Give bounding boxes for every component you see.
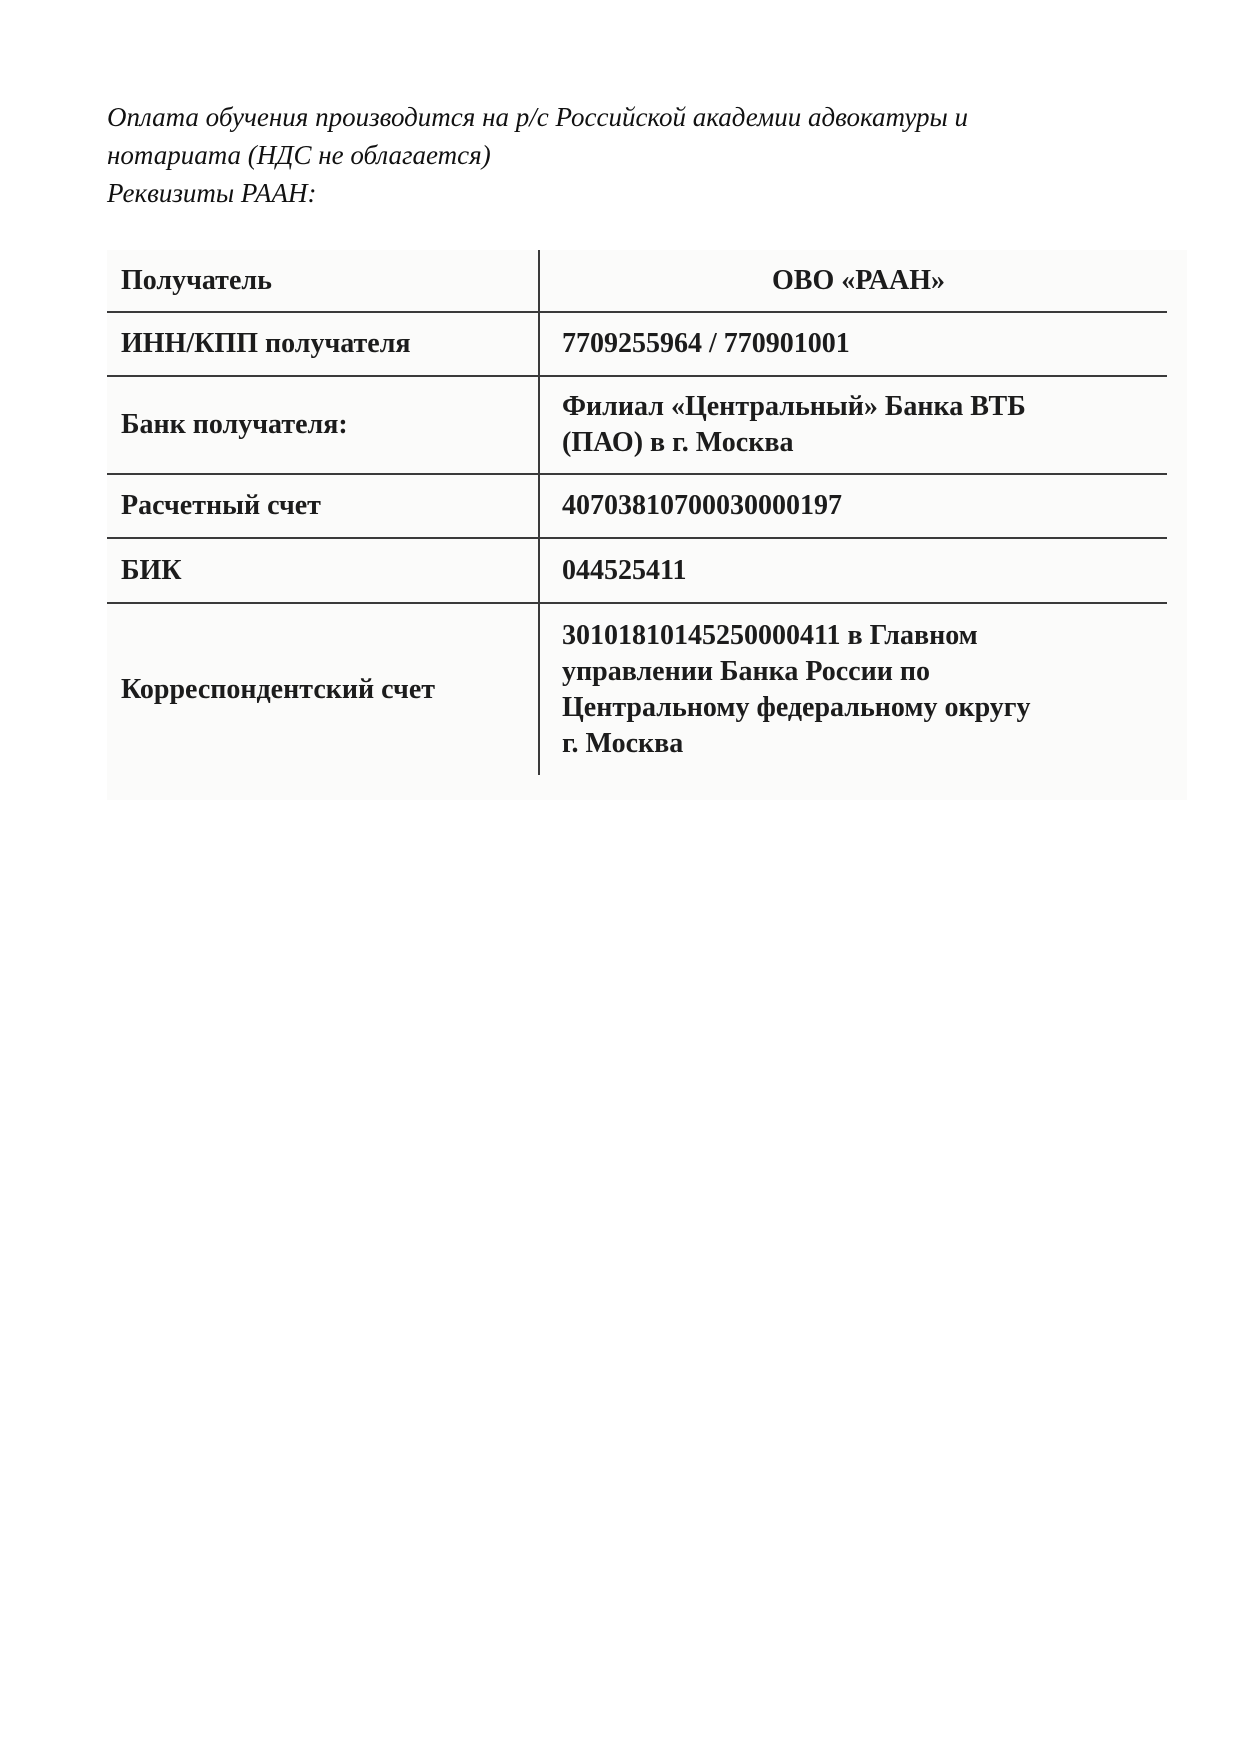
bank-value-line-1: Филиал «Центральный» Банка ВТБ <box>562 391 1026 422</box>
inn-kpp-value-line: 7709255964 / 770901001 <box>562 328 850 359</box>
bank-label: Банк получателя: <box>107 376 539 474</box>
table-row-recipient <box>107 250 1167 312</box>
corr-account-value-line-4: г. Москва <box>562 727 684 759</box>
account-value-line: 40703810700030000197 <box>562 490 842 521</box>
account-label: Расчетный счет <box>107 474 539 538</box>
intro-text <box>107 98 1127 212</box>
table-row-inn-kpp <box>107 312 1167 376</box>
intro-line-1: Оплата обучения производится на р/с Российской академии адвокатуры и <box>107 102 968 132</box>
inn-kpp-label: ИНН/КПП получателя <box>107 312 539 376</box>
intro-line-2: нотариата (НДС не облагается) <box>107 140 491 170</box>
corr-account-value-line-2: управлении Банка России по <box>562 655 931 687</box>
bank-value <box>539 376 1167 474</box>
corr-account-label: Корреспондентский счет <box>121 673 436 705</box>
inn-kpp-value <box>539 312 1167 376</box>
bank-details-table <box>107 250 1167 775</box>
intro-line-3: Реквизиты РААН: <box>107 178 317 208</box>
bik-value-line: 044525411 <box>562 554 687 586</box>
table-row-bank <box>107 376 1167 474</box>
account-value <box>539 474 1167 538</box>
corr-account-value-line-3: Центральному федеральному округу <box>562 691 1031 723</box>
table-row-corr-account <box>107 603 1167 775</box>
corr-account-value-line-1: 30101810145250000411 в Главном <box>562 619 978 651</box>
bank-value-line-2: (ПАО) в г. Москва <box>562 427 794 458</box>
bik-value <box>539 538 1167 603</box>
table-row-account <box>107 474 1167 538</box>
bik-label: БИК <box>107 538 539 603</box>
table-row-bik <box>107 538 1167 603</box>
recipient-value-line: ОВО «РААН» <box>772 264 945 296</box>
recipient-label: Получатель <box>107 250 539 312</box>
recipient-value <box>539 250 1167 312</box>
corr-account-value <box>539 603 1167 775</box>
